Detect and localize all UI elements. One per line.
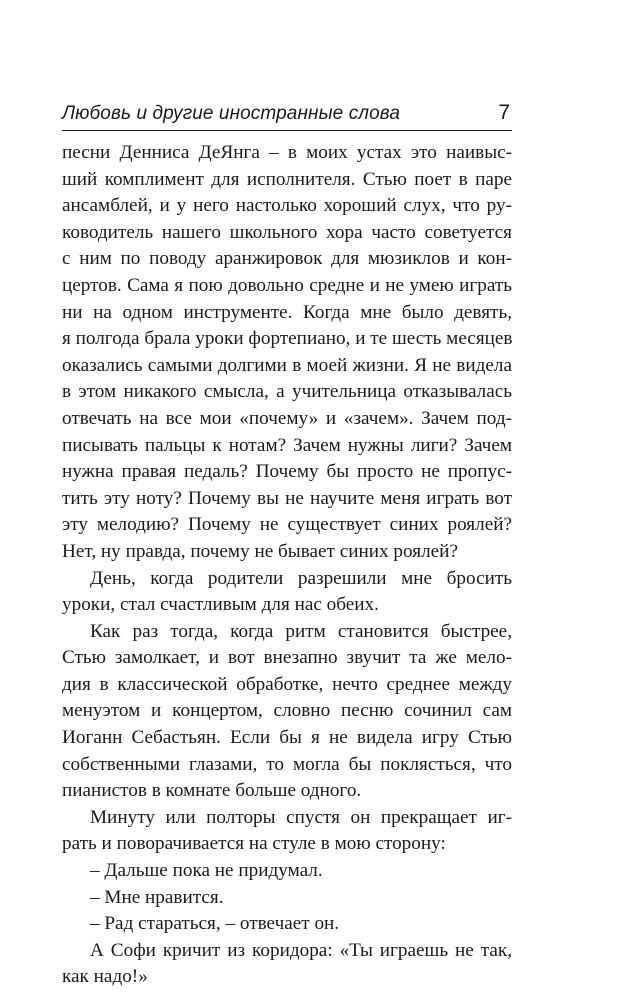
text-line: Стью замолкает, и вот внезапно звучит та же мело- bbox=[62, 647, 512, 669]
text-line: Как раз тогда, когда ритм становится быстрее, bbox=[90, 620, 512, 642]
text-line: собственными глазами, то могла бы поклясться, что bbox=[62, 753, 512, 775]
text-line: рать и поворачивается на стуле в мою сторону: bbox=[62, 833, 446, 855]
text-line: эту мелодию? Почему не существует синих роялей? bbox=[62, 514, 512, 536]
text-line: Минуту или полторы спустя он прекращает иг- bbox=[90, 806, 512, 828]
text-line: песни Денниса ДеЯнга – в моих устах это наивыс- bbox=[62, 142, 512, 163]
text-line: ший комплимент для исполнителя. Стью поет в паре bbox=[62, 168, 512, 190]
text-line: ансамблей, и у него настолько хороший слух, что ру- bbox=[62, 195, 512, 217]
text-line: ни на одном инструменте. Когда мне было девять, bbox=[62, 301, 512, 323]
running-head bbox=[62, 100, 512, 131]
text-line: – Рад стараться, – отвечает он. bbox=[90, 913, 340, 935]
text-line: дия в классической обработке, нечто среднее между bbox=[62, 673, 512, 695]
text-line: Нет, ну правда, почему не бывает синих роялей? bbox=[62, 540, 458, 562]
text-line: ководитель нашего школьного хора часто советуется bbox=[62, 221, 512, 243]
page-number: 7 bbox=[498, 101, 510, 124]
text-line: пианистов в комнате больше одного. bbox=[62, 780, 362, 802]
text-line: оказались самыми долгими в моей жизни. Я не видела bbox=[62, 354, 512, 376]
text-line: День, когда родители разрешили мне бросить bbox=[90, 567, 512, 589]
text-line: с ним по поводу аранжировок для мюзиклов и кон- bbox=[62, 248, 512, 270]
text-line: тить эту ноту? Почему вы не научите меня играть вот bbox=[62, 487, 512, 509]
text-line: как надо!» bbox=[62, 966, 148, 988]
body-text bbox=[62, 140, 512, 991]
text-line: уроки, стал счастливым для нас обеих. bbox=[62, 594, 379, 616]
text-line: Иоганн Себастьян. Если бы я не видела игру Стью bbox=[62, 727, 512, 749]
text-line: отвечать на все мои «почему» и «зачем». Зачем под- bbox=[62, 407, 512, 429]
text-line: – Дальше пока не придумал. bbox=[90, 860, 323, 882]
text-line: цертов. Сама я пою довольно средне и не умею играть bbox=[62, 274, 512, 296]
text-line: в этом никакого смысла, а учительница отказывалась bbox=[62, 381, 512, 403]
text-line: писывать пальцы к нотам? Зачем нужны лиги? Зачем bbox=[62, 434, 512, 456]
book-title: Любовь и другие иностранные слова bbox=[62, 103, 401, 124]
text-line: нужна правая педаль? Почему бы просто не пропус- bbox=[62, 461, 512, 483]
text-line: А Софи кричит из коридора: «Ты играешь не так, bbox=[90, 939, 512, 961]
text-line: – Мне нравится. bbox=[90, 886, 224, 908]
text-line: менуэтом и концертом, словно песню сочинил сам bbox=[62, 700, 512, 722]
text-line: я полгода брала уроки фортепиано, и те шесть месяцев bbox=[62, 328, 513, 350]
